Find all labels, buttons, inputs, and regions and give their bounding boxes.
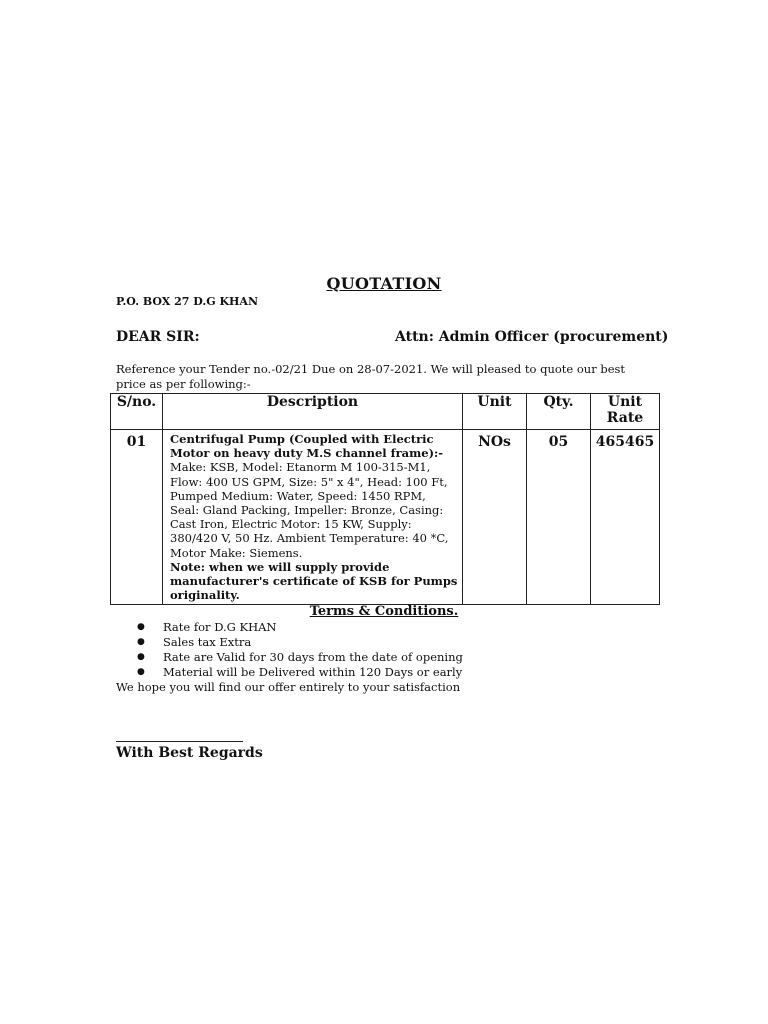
attention-line: Attn: Admin Officer (procurement) <box>395 329 669 345</box>
header-qty: Qty. <box>527 394 591 430</box>
bullet-icon: ● <box>137 667 145 677</box>
list-item: ● Material will be Delivered within 120 Days or early <box>137 665 463 679</box>
po-box-address: P.O. BOX 27 D.G KHAN <box>116 295 259 308</box>
regards-text: With Best Regards <box>116 745 263 761</box>
terms-list <box>130 620 463 680</box>
closing-statement: We hope you will find our offer entirely to your satisfaction <box>116 680 461 694</box>
cell-rate: 465465 <box>591 430 660 605</box>
cell-unit: NOs <box>463 430 527 605</box>
terms-heading: Terms & Conditions. <box>309 604 459 619</box>
cell-description <box>163 430 463 605</box>
header-unit-rate-line1: Unit <box>607 394 643 410</box>
salutation: DEAR SIR: <box>116 329 200 345</box>
page-title: QUOTATION <box>326 274 442 293</box>
header-unit: Unit <box>463 394 527 430</box>
header-unit-rate-line2: Rate <box>606 410 644 426</box>
cell-sno: 01 <box>111 430 163 605</box>
header-sno: S/no. <box>111 394 163 430</box>
description-specs: Make: KSB, Model: Etanorm M 100-315-M1, Flow: 400 US GPM, Size: 5" x 4", Head: 100 Ft, Pumped Medium: Water, Speed: 1450 RPM, Seal: Gland Packing, Impeller: Bronze, Casing: Cast Iron, Electric Motor: 15 KW, Supply: 380/420 V, 50 Hz. Ambient Temperature: 40 *C, Motor Make: Siemens. <box>170 460 449 560</box>
description-title: Centrifugal Pump (Coupled with Electric Motor on heavy duty M.S channel frame):- <box>170 432 444 461</box>
description-note: Note: when we will supply provide manufacturer's certificate of KSB for Pumps originality. <box>170 559 458 603</box>
cell-qty: 05 <box>527 430 591 605</box>
list-item: ● Rate are Valid for 30 days from the date of opening <box>137 650 463 664</box>
reference-paragraph: Reference your Tender no.-02/21 Due on 28-07-2021. We will pleased to quote our best price as per following:- <box>116 362 626 391</box>
header-unit-rate <box>591 394 660 430</box>
bullet-icon: ● <box>137 652 145 662</box>
table-row <box>111 430 660 605</box>
signature-line <box>116 741 243 742</box>
bullet-icon: ● <box>137 622 145 632</box>
header-description: Description <box>163 394 463 430</box>
list-item: ● Sales tax Extra <box>137 635 252 649</box>
table-header-row <box>111 394 660 430</box>
quotation-table <box>110 393 660 605</box>
list-item: ● Rate for D.G KHAN <box>137 620 277 634</box>
bullet-icon: ● <box>137 637 145 647</box>
